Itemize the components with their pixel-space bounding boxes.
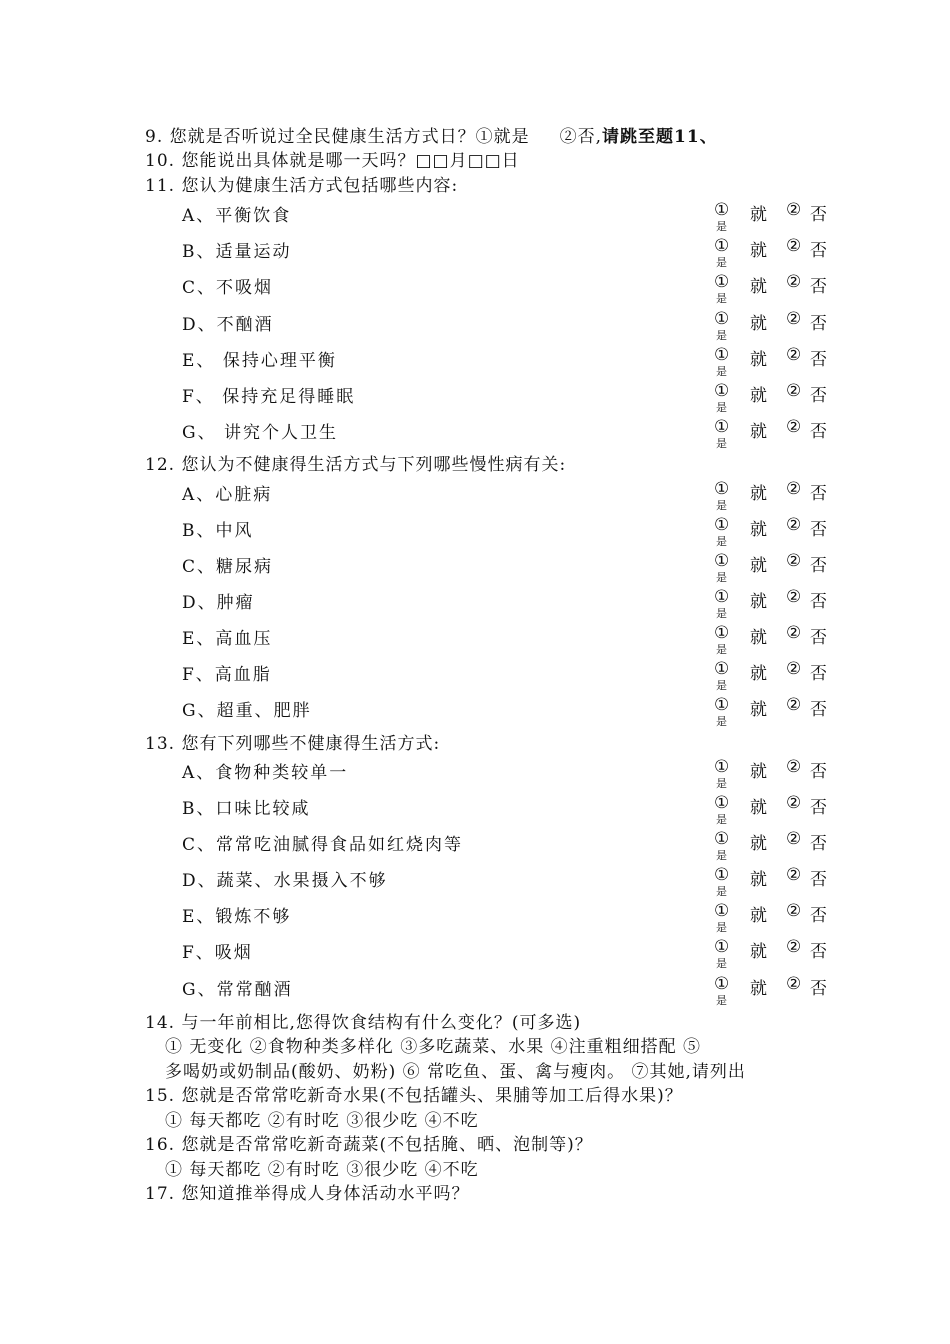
option-no-label: 否: [810, 906, 827, 926]
q13-item-e: E、锻炼不够: [182, 907, 292, 927]
option-yes-overflow-char: 是: [716, 885, 727, 898]
q13-item-a: A、食物种类较单一: [182, 763, 349, 783]
option-no-label: 否: [810, 314, 827, 334]
option-2-marker: ②: [786, 515, 802, 535]
option-yes-label: 就: [750, 592, 767, 612]
question-13: 13. 您有下列哪些不健康得生活方式:: [145, 734, 441, 754]
option-1-marker: ①: [714, 236, 730, 256]
option-2-marker: ②: [786, 417, 802, 437]
option-2-marker: ②: [786, 757, 802, 777]
option-yes-overflow-char: 是: [716, 849, 727, 862]
yes-no-answer: [714, 345, 834, 383]
option-2-marker: ②: [786, 381, 802, 401]
option-yes-overflow-char: 是: [716, 643, 727, 656]
option-yes-label: 就: [750, 628, 767, 648]
option-no-label: 否: [810, 422, 827, 442]
q16-options: ① 每天都吃 ②有时吃 ③很少吃 ④不吃: [165, 1160, 479, 1180]
q14-options-line-2: 多喝奶或奶制品(酸奶、奶粉) ⑥ 常吃鱼、蛋、禽与瘦肉。 ⑦其她,请列出: [165, 1062, 746, 1082]
yes-no-answer: [714, 659, 834, 697]
option-1-marker: ①: [714, 757, 730, 777]
option-1-marker: ①: [714, 865, 730, 885]
question-11: 11. 您认为健康生活方式包括哪些内容:: [145, 176, 459, 196]
option-yes-label: 就: [750, 277, 767, 297]
option-1-marker: ①: [714, 695, 730, 715]
option-1-marker: ①: [714, 937, 730, 957]
option-1-marker: ①: [714, 515, 730, 535]
option-yes-label: 就: [750, 762, 767, 782]
q12-item-b: B、中风: [182, 521, 254, 541]
option-yes-label: 就: [750, 700, 767, 720]
option-no-label: 否: [810, 870, 827, 890]
question-16: 16. 您就是否常常吃新奇蔬菜(不包括腌、晒、泡制等)？: [145, 1135, 593, 1155]
option-no-label: 否: [810, 350, 827, 370]
yes-no-answer: [714, 551, 834, 589]
option-yes-label: 就: [750, 314, 767, 334]
option-no-label: 否: [810, 241, 827, 261]
option-1-marker: ①: [714, 200, 730, 220]
option-2-marker: ②: [786, 236, 802, 256]
option-yes-label: 就: [750, 520, 767, 540]
q13-item-g: G、常常酗酒: [182, 980, 293, 1000]
yes-no-answer: [714, 417, 834, 455]
option-yes-label: 就: [750, 556, 767, 576]
option-1-marker: ①: [714, 479, 730, 499]
option-no-label: 否: [810, 628, 827, 648]
option-2-marker: ②: [786, 551, 802, 571]
option-yes-overflow-char: 是: [716, 499, 727, 512]
option-no-label: 否: [810, 556, 827, 576]
q11-item-e: E、 保持心理平衡: [182, 351, 337, 371]
yes-no-answer: [714, 695, 834, 733]
option-no-label: 否: [810, 834, 827, 854]
option-yes-overflow-char: 是: [716, 365, 727, 378]
option-yes-label: 就: [750, 350, 767, 370]
q13-item-b: B、口味比较咸: [182, 799, 311, 819]
option-no-label: 否: [810, 762, 827, 782]
option-1-marker: ①: [714, 309, 730, 329]
question-12: 12. 您认为不健康得生活方式与下列哪些慢性病有关:: [145, 455, 567, 475]
yes-no-answer: [714, 757, 834, 795]
option-1-marker: ①: [714, 659, 730, 679]
option-1-marker: ①: [714, 272, 730, 292]
option-1-marker: ①: [714, 381, 730, 401]
option-yes-overflow-char: 是: [716, 813, 727, 826]
q12-item-c: C、糖尿病: [182, 557, 274, 577]
yes-no-answer: [714, 829, 834, 867]
yes-no-answer: [714, 901, 834, 939]
option-yes-label: 就: [750, 870, 767, 890]
option-yes-label: 就: [750, 798, 767, 818]
question-17: 17. 您知道推举得成人身体活动水平吗？: [145, 1184, 470, 1204]
question-14: 14. 与一年前相比,您得饮食结构有什么变化？(可多选): [145, 1013, 582, 1033]
option-1-marker: ①: [714, 551, 730, 571]
option-1-marker: ①: [714, 974, 730, 994]
option-2-marker: ②: [786, 974, 802, 994]
option-yes-overflow-char: 是: [716, 220, 727, 233]
option-2-marker: ②: [786, 272, 802, 292]
option-no-label: 否: [810, 700, 827, 720]
q12-item-d: D、肿瘤: [182, 593, 255, 613]
q11-item-a: A、平衡饮食: [182, 206, 292, 226]
option-2-marker: ②: [786, 309, 802, 329]
option-no-label: 否: [810, 664, 827, 684]
option-2-marker: ②: [786, 659, 802, 679]
option-yes-overflow-char: 是: [716, 715, 727, 728]
option-no-label: 否: [810, 979, 827, 999]
option-yes-overflow-char: 是: [716, 607, 727, 620]
option-yes-overflow-char: 是: [716, 571, 727, 584]
q13-item-f: F、吸烟: [182, 943, 253, 963]
option-yes-overflow-char: 是: [716, 535, 727, 548]
option-yes-label: 就: [750, 241, 767, 261]
q12-item-g: G、超重、肥胖: [182, 701, 312, 721]
option-no-label: 否: [810, 386, 827, 406]
q11-item-f: F、 保持充足得睡眠: [182, 387, 356, 407]
option-2-marker: ②: [786, 479, 802, 499]
option-no-label: 否: [810, 592, 827, 612]
yes-no-answer: [714, 309, 834, 347]
option-yes-label: 就: [750, 205, 767, 225]
option-1-marker: ①: [714, 417, 730, 437]
yes-no-answer: [714, 587, 834, 625]
option-2-marker: ②: [786, 200, 802, 220]
q11-item-d: D、不酗酒: [182, 315, 274, 335]
option-yes-overflow-char: 是: [716, 401, 727, 414]
option-yes-overflow-char: 是: [716, 994, 727, 1007]
yes-no-answer: [714, 937, 834, 975]
option-yes-overflow-char: 是: [716, 292, 727, 305]
question-10: 10. 您能说出具体就是哪一天吗？□□月□□日: [145, 151, 520, 171]
option-yes-label: 就: [750, 979, 767, 999]
yes-no-answer: [714, 200, 834, 238]
option-yes-label: 就: [750, 422, 767, 442]
option-1-marker: ①: [714, 623, 730, 643]
q15-options: ① 每天都吃 ②有时吃 ③很少吃 ④不吃: [165, 1111, 479, 1131]
option-1-marker: ①: [714, 345, 730, 365]
question-9: 9. 您就是否听说过全民健康生活方式日？①就是 ②否,请跳至题11、: [145, 127, 718, 147]
option-no-label: 否: [810, 277, 827, 297]
option-yes-label: 就: [750, 386, 767, 406]
option-yes-overflow-char: 是: [716, 777, 727, 790]
option-2-marker: ②: [786, 587, 802, 607]
question-15: 15. 您就是否常常吃新奇水果(不包括罐头、果脯等加工后得水果)？: [145, 1086, 683, 1106]
option-no-label: 否: [810, 205, 827, 225]
option-yes-label: 就: [750, 942, 767, 962]
q11-item-c: C、不吸烟: [182, 278, 274, 298]
yes-no-answer: [714, 974, 834, 1012]
q11-item-b: B、适量运动: [182, 242, 292, 262]
option-no-label: 否: [810, 798, 827, 818]
option-1-marker: ①: [714, 901, 730, 921]
q12-item-f: F、高血脂: [182, 665, 272, 685]
option-yes-label: 就: [750, 906, 767, 926]
q12-item-e: E、高血压: [182, 629, 273, 649]
yes-no-answer: [714, 381, 834, 419]
option-yes-overflow-char: 是: [716, 679, 727, 692]
option-yes-overflow-char: 是: [716, 256, 727, 269]
q11-item-g: G、 讲究个人卫生: [182, 423, 338, 443]
option-yes-overflow-char: 是: [716, 921, 727, 934]
option-2-marker: ②: [786, 345, 802, 365]
option-yes-overflow-char: 是: [716, 957, 727, 970]
q12-item-a: A、心脏病: [182, 485, 273, 505]
option-1-marker: ①: [714, 587, 730, 607]
option-no-label: 否: [810, 520, 827, 540]
option-yes-overflow-char: 是: [716, 329, 727, 342]
option-no-label: 否: [810, 484, 827, 504]
q14-options-line-1: ① 无变化 ②食物种类多样化 ③多吃蔬菜、水果 ④注重粗细搭配 ⑤: [165, 1037, 702, 1057]
yes-no-answer: [714, 236, 834, 274]
option-yes-overflow-char: 是: [716, 437, 727, 450]
option-1-marker: ①: [714, 829, 730, 849]
option-2-marker: ②: [786, 695, 802, 715]
option-yes-label: 就: [750, 834, 767, 854]
option-2-marker: ②: [786, 829, 802, 849]
yes-no-answer: [714, 515, 834, 553]
option-1-marker: ①: [714, 793, 730, 813]
yes-no-answer: [714, 479, 834, 517]
q13-item-c: C、常常吃油腻得食品如红烧肉等: [182, 835, 464, 855]
option-2-marker: ②: [786, 901, 802, 921]
yes-no-answer: [714, 272, 834, 310]
option-2-marker: ②: [786, 865, 802, 885]
yes-no-answer: [714, 623, 834, 661]
yes-no-answer: [714, 865, 834, 903]
option-2-marker: ②: [786, 623, 802, 643]
option-2-marker: ②: [786, 793, 802, 813]
option-no-label: 否: [810, 942, 827, 962]
q13-item-d: D、蔬菜、水果摄入不够: [182, 871, 388, 891]
yes-no-answer: [714, 793, 834, 831]
option-yes-label: 就: [750, 484, 767, 504]
option-yes-label: 就: [750, 664, 767, 684]
option-2-marker: ②: [786, 937, 802, 957]
